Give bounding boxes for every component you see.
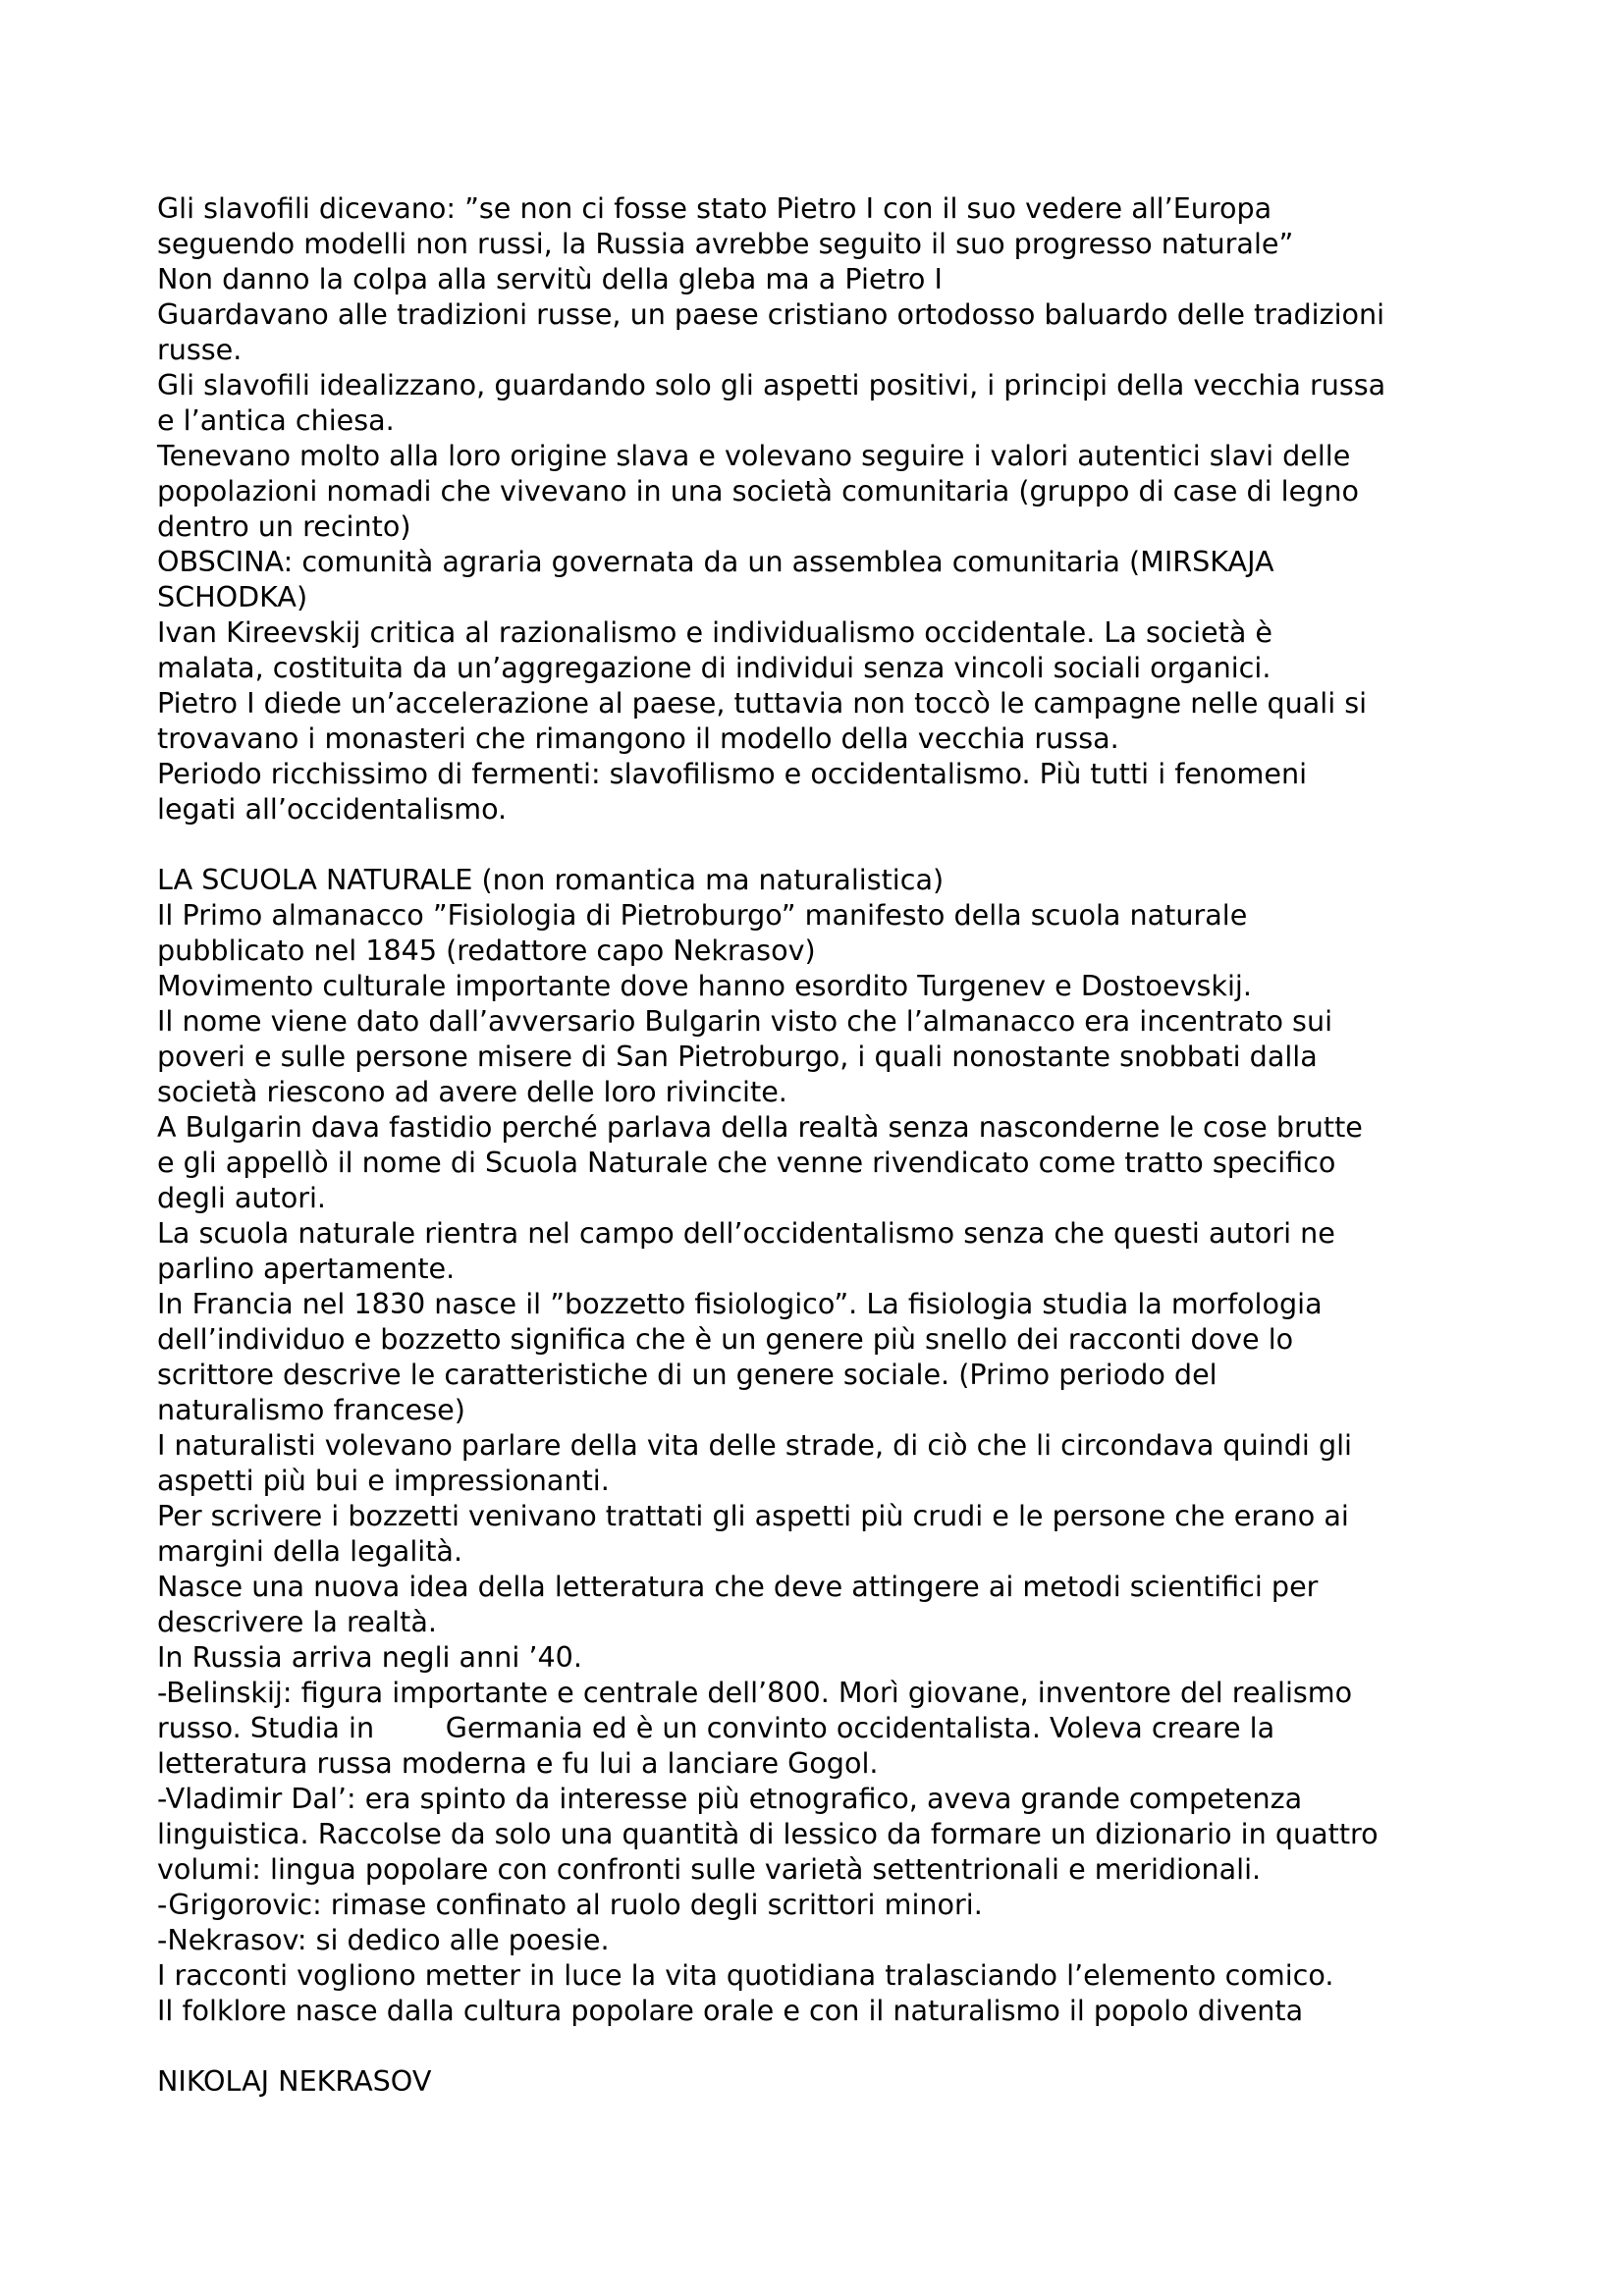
- text-line: società riescono ad avere delle loro rivincite.: [157, 1075, 787, 1108]
- text-line: linguistica. Raccolse da solo una quantità di lessico da formare un dizionario in quattro: [157, 1817, 1379, 1850]
- text-line: SCHODKA): [157, 580, 308, 614]
- text-line: -Vladimir Dal’: era spinto da interesse più etnografico, aveva grande competenza: [157, 1782, 1303, 1815]
- section-slavofili: [157, 190, 1492, 827]
- text-line: A Bulgarin dava fastidio perché parlava della realtà senza nasconderne le cose brutte: [157, 1110, 1363, 1144]
- text-line: Movimento culturale importante dove hanno esordito Turgenev e Dostoevskij.: [157, 969, 1252, 1002]
- document-body: [157, 190, 1492, 2099]
- text-line: Gli slavofili idealizzano, guardando solo gli aspetti positivi, i principi della vecchia russa: [157, 368, 1386, 401]
- text-line: -Grigorovic: rimase confinato al ruolo degli scrittori minori.: [157, 1888, 983, 1921]
- text-line: malata, costituita da un’aggregazione di individui senza vincoli sociali organici.: [157, 651, 1271, 684]
- paragraph-gap: [157, 827, 1492, 862]
- text-line: -Nekrasov: si dedico alle poesie.: [157, 1923, 610, 1956]
- text-line: poveri e sulle persone misere di San Pietroburgo, i quali nonostante snobbati dalla: [157, 1040, 1318, 1073]
- text-line: Nasce una nuova idea della letteratura che deve attingere ai metodi scientifici per: [157, 1570, 1319, 1603]
- text-line: Ivan Kireevskij critica al razionalismo e individualismo occidentale. La società è: [157, 615, 1273, 649]
- text-line: Per scrivere i bozzetti venivano trattati gli aspetti più crudi e le persone che erano ai: [157, 1499, 1349, 1532]
- text-line: parlino apertamente.: [157, 1252, 456, 1285]
- paragraph-gap: [157, 2028, 1492, 2063]
- text-line: aspetti più bui e impressionanti.: [157, 1464, 610, 1497]
- text-line: trovavano i monasteri che rimangono il modello della vecchia russa.: [157, 721, 1119, 755]
- section-heading: NIKOLAJ NEKRASOV: [157, 2064, 432, 2098]
- text-line: e l’antica chiesa.: [157, 403, 395, 437]
- text-line: Il nome viene dato dall’avversario Bulgarin visto che l’almanacco era incentrato sui: [157, 1004, 1333, 1038]
- text-line: Gli slavofili dicevano: ”se non ci fosse stato Pietro I con il suo vedere all’Europa: [157, 191, 1272, 225]
- text-line: pubblicato nel 1845 (redattore capo Nekrasov): [157, 934, 816, 967]
- text-line: I racconti vogliono metter in luce la vita quotidiana tralasciando l’elemento comico.: [157, 1958, 1334, 1992]
- text-line: margini della legalità.: [157, 1534, 463, 1568]
- text-line: volumi: lingua popolare con confronti sulle varietà settentrionali e meridionali.: [157, 1852, 1262, 1886]
- text-line: Non danno la colpa alla servitù della gleba ma a Pietro I: [157, 262, 943, 295]
- text-line: In Francia nel 1830 nasce il ”bozzetto fisiologico”. La fisiologia studia la morfologia: [157, 1287, 1323, 1320]
- text-line: descrivere la realtà.: [157, 1605, 437, 1638]
- text-line: Guardavano alle tradizioni russe, un paese cristiano ortodosso baluardo delle tradizioni: [157, 297, 1385, 331]
- text-line: e gli appellò il nome di Scuola Naturale che venne rivendicato come tratto specifico: [157, 1146, 1336, 1179]
- text-line: naturalismo francese): [157, 1393, 465, 1426]
- text-line: I naturalisti volevano parlare della vita delle strade, di ciò che li circondava quindi gli: [157, 1428, 1352, 1462]
- text-line: OBSCINA: comunità agraria governata da un assemblea comunitaria (MIRSKAJA: [157, 545, 1274, 578]
- section-scuola-naturale: [157, 862, 1492, 2028]
- text-line: Il folklore nasce dalla cultura popolare orale e con il naturalismo il popolo diventa: [157, 1994, 1304, 2027]
- text-line: seguendo modelli non russi, la Russia avrebbe seguito il suo progresso naturale”: [157, 227, 1294, 260]
- section-nekrasov: [157, 2063, 1492, 2099]
- text-line: legati all’occidentalismo.: [157, 792, 508, 826]
- text-line: russo. Studia in Germania ed è un convinto occidentalista. Voleva creare la: [157, 1711, 1275, 1744]
- text-line: Tenevano molto alla loro origine slava e volevano seguire i valori autentici slavi delle: [157, 439, 1351, 472]
- section-heading: LA SCUOLA NATURALE (non romantica ma naturalistica): [157, 863, 945, 896]
- text-line: letteratura russa moderna e fu lui a lanciare Gogol.: [157, 1746, 879, 1780]
- text-line: Periodo ricchissimo di fermenti: slavofilismo e occidentalismo. Più tutti i fenomeni: [157, 757, 1308, 790]
- text-line: scrittore descrive le caratteristiche di un genere sociale. (Primo periodo del: [157, 1358, 1217, 1391]
- text-line: In Russia arriva negli anni ’40.: [157, 1640, 582, 1674]
- text-line: La scuola naturale rientra nel campo dell’occidentalismo senza che questi autori ne: [157, 1216, 1335, 1250]
- text-line: popolazioni nomadi che vivevano in una società comunitaria (gruppo di case di legno: [157, 474, 1359, 507]
- text-line: dentro un recinto): [157, 509, 411, 543]
- text-line: russe.: [157, 333, 243, 366]
- text-line: dell’individuo e bozzetto significa che è un genere più snello dei racconti dove lo: [157, 1322, 1294, 1356]
- text-line: Il Primo almanacco ”Fisiologia di Pietroburgo” manifesto della scuola naturale: [157, 898, 1248, 932]
- text-line: Pietro I diede un’accelerazione al paese, tuttavia non toccò le campagne nelle quali si: [157, 686, 1368, 720]
- text-line: -Belinskij: figura importante e centrale dell’800. Morì giovane, inventore del realismo: [157, 1676, 1353, 1709]
- text-line: degli autori.: [157, 1181, 327, 1214]
